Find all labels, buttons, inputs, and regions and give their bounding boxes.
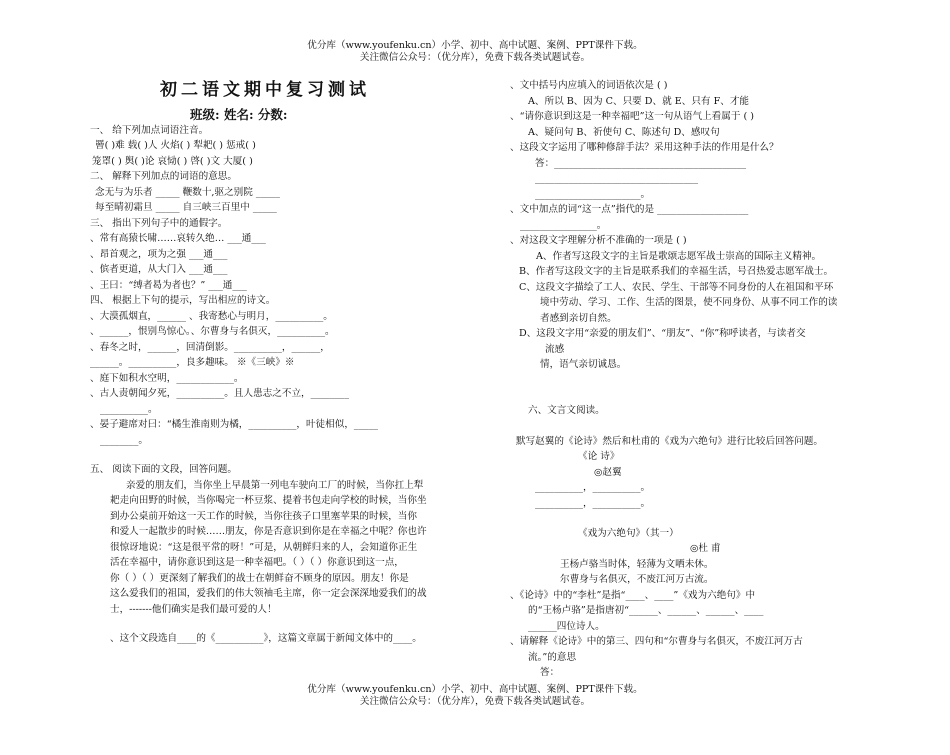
option-a: A、作者写这段文字的主旨是歌颂志愿军战士崇高的国际主义精神。: [536, 251, 822, 262]
tongjia-item-4: 、王曰：“缚者曷为者也？” ___通___: [90, 280, 247, 291]
option-c-cont: 境中劳动、学习、工作、生活的图景，使不同身份、从事不同工作的读: [540, 297, 838, 308]
passage-line-9: 士，-------他们确实是我们最可爱的人！: [110, 604, 277, 615]
passage-line-6: 活在幸福中，请你意识到这是一种幸福吧。（ ）（ ）你意识到这一点，: [110, 557, 404, 568]
poem-2-author: ◎杜 甫: [690, 543, 721, 554]
section-6-heading: 六、文言文阅读。: [528, 405, 605, 416]
footer-line-2: 关注微信公众号：（优分库），免费下载各类试题试卷。: [359, 696, 591, 707]
poem-2-line-2: 尔曹身与名俱灭，不废江河万古流。: [560, 574, 714, 585]
option-d: D、这段文字用“亲爱的朋友们”、“朋友”、“你”称呼读者，与读者交: [519, 328, 806, 339]
poem-fill-3: 、春冬之时，______，回清倒影。__________，______，: [90, 342, 330, 353]
poem-2-line-1: 王杨卢骆当时体，轻薄为文哂未休。: [560, 559, 714, 570]
section-5-heading: 五、 阅读下面的文段，回答问题。: [90, 464, 237, 475]
option-c-cont-2: 者感到亲切自然。: [540, 313, 617, 324]
tongjia-item-2: 、昂首观之，项为之强 ___通___: [90, 249, 228, 260]
class-name-score-line: 班级: 姓名: 分数:: [190, 107, 288, 122]
poem-2-title: 《戏为六绝句》（其一）: [578, 528, 679, 539]
q-fill-words: 、文中括号内应填入的词语依次是 ( ): [510, 80, 668, 91]
option-c: C、这段文字描绘了工人、农民、学生、干部等不同身份的人在祖国和平环: [519, 282, 834, 293]
poem-1-blank-1: __________，__________。: [535, 482, 651, 493]
q-explain-cont: 流。”的意思: [528, 652, 577, 663]
q-fill-words-options: A、所以 B、因为 C、只要 D、就 E、只有 F、才能: [528, 96, 750, 107]
poem-1-author: ◎赵翼: [594, 467, 622, 478]
poem-fill-6: 、晏子避席对曰：“橘生淮南则为橘，__________，叶徒相似，_____: [90, 419, 378, 430]
answer-line-3: ______________________。: [535, 189, 651, 200]
passage-line-8: 这么爱我们的祖国，爱我们的伟大领袖毛主席，你一定会深深地爱我们的战: [110, 588, 427, 599]
header-line-1: 优分库（www.youfenku.cn）小学、初中、高中试题、案例、PPT课件下载。: [307, 40, 643, 51]
poem-fill-2: 、______，恨别鸟惊心。、尔曹身与名俱灭，__________。: [90, 326, 335, 337]
pinyin-row-2: 笼罩( ) 舆( )论 哀恸( ) 啓( )文 大厦( ): [92, 156, 253, 167]
passage-line-4: 和爱人一起散步的时候……朋友，你是否意识到你是在幸福之中呢？你也许: [110, 526, 427, 537]
section-1-heading: 一、 给下列加点词语注音。: [90, 125, 209, 136]
q-rhetoric: 、这段文字运用了哪种修辞手法？采用这种手法的作用是什么？: [510, 142, 779, 153]
poem-fill-5b: __________。: [100, 404, 158, 415]
pinyin-row-1: 罾( )难 载( )人 火焰( ) 犁耙( ) 惩戒( ): [95, 140, 256, 151]
q-explain: 、请解释《论诗》中的第三、四句和“尔曹身与名俱灭，不废江河万古: [510, 636, 803, 647]
poem-1-blank-2: __________，__________。: [535, 498, 651, 509]
meaning-row-2: 每至晴初霜旦 _____ 自三峡三百里中 _____: [95, 202, 277, 213]
q-tone: 、“请你意识到这是一种幸福吧”这一句从语气上看属于 ( ): [510, 111, 755, 122]
section-6-instruction: 默写赵翼的《论诗》然后和杜甫的《戏为六绝句》进行比较后回答问题。: [516, 436, 823, 447]
answer-line-1: 答：________________________________________: [535, 158, 747, 169]
passage-line-7: 你（ ）（ ）更深刻了解我们的战士在朝鲜奋不顾身的原因。朋友！你是: [110, 573, 409, 584]
header-line-2: 关注微信公众号：（优分库），免费下载各类试题试卷。: [359, 52, 591, 63]
answer-line-2: __________________________________: [535, 173, 699, 184]
tongjia-item-1: 、常有高猿长啸……哀转久绝… ___通___: [90, 233, 266, 244]
q-poets-cont-2: ______四位诗人。: [528, 621, 605, 632]
q-explain-answer: 答：: [540, 667, 560, 678]
section-3-heading: 三、 指出下列句子中的通假字。: [90, 218, 228, 229]
q-poets: 、《论诗》中的“李杜”是指“____、____”《戏为六绝句》中: [510, 590, 756, 601]
q-poets-cont: 的“王杨卢骆”是指唐初“______、______、______、____: [528, 605, 764, 616]
question-source: 、这个文段选自____的《__________》，这篇文章属于新闻文体中的____。: [110, 633, 422, 644]
passage-line-5: 很惊讶地说：“这是很平常的呀！”可是，从朝鲜归来的人，会知道你正生: [110, 542, 418, 553]
meaning-row-1: 念无与为乐者 _____ 鞭数十,驱之别院 _____: [95, 187, 280, 198]
passage-line-1: 亲爱的朋友们，当你坐上早晨第一列电车驶向工厂的时候，当你扛上犁: [126, 480, 424, 491]
q-tone-options: A、疑问句 B、祈使句 C、陈述句 D、感叹句: [528, 127, 720, 138]
option-d-cont: 流感: [545, 344, 565, 355]
poem-fill-4: 、庭下如积水空明，____________。: [90, 373, 244, 384]
option-b: B、作者写这段文字的主旨是联系我们的幸福生活，号召热爱志愿军战士。: [519, 266, 834, 277]
section-4-heading: 四、 根据上下句的提示，写出相应的诗文。: [90, 295, 276, 306]
poem-fill-5: 、古人责朝闻夕死，__________。且人患志之不立，________: [90, 388, 350, 399]
poem-fill-1: 、大漠孤烟直，______ 、我寄愁心与明月，__________。: [90, 311, 333, 322]
option-d-cont-2: 情，语气亲切诚恳。: [540, 359, 627, 370]
footer-line-1: 优分库（www.youfenku.cn）小学、初中、高中试题、案例、PPT课件下载。: [307, 684, 643, 695]
q-reference-cont: ________________。: [520, 220, 607, 231]
tongjia-item-3: 、傧者更道，从大门入 ___通___: [90, 264, 228, 275]
poem-fill-6b: ________。: [100, 435, 148, 446]
passage-line-2: 耙走向田野的时候，当你喝完一杯豆浆、提着书包走向学校的时候，当你坐: [110, 495, 427, 506]
q-reference: 、文中加点的词“这一点”指代的是 ___________________: [510, 204, 749, 215]
page-title: 初二语文期中复习测试: [160, 80, 370, 100]
q-inaccurate: 、对这段文字理解分析不准确的一项是 ( ): [510, 235, 687, 246]
poem-1-title: 《论 诗》: [578, 451, 620, 462]
poem-fill-3b: ______。__________，良多趣味。 ※《三峡》※: [90, 357, 295, 368]
passage-line-3: 到办公桌前开始这一天工作的时候，当你往孩子口里塞苹果的时候，当你: [110, 511, 417, 522]
section-2-heading: 二、 解释下列加点的词语的意思。: [90, 171, 237, 182]
